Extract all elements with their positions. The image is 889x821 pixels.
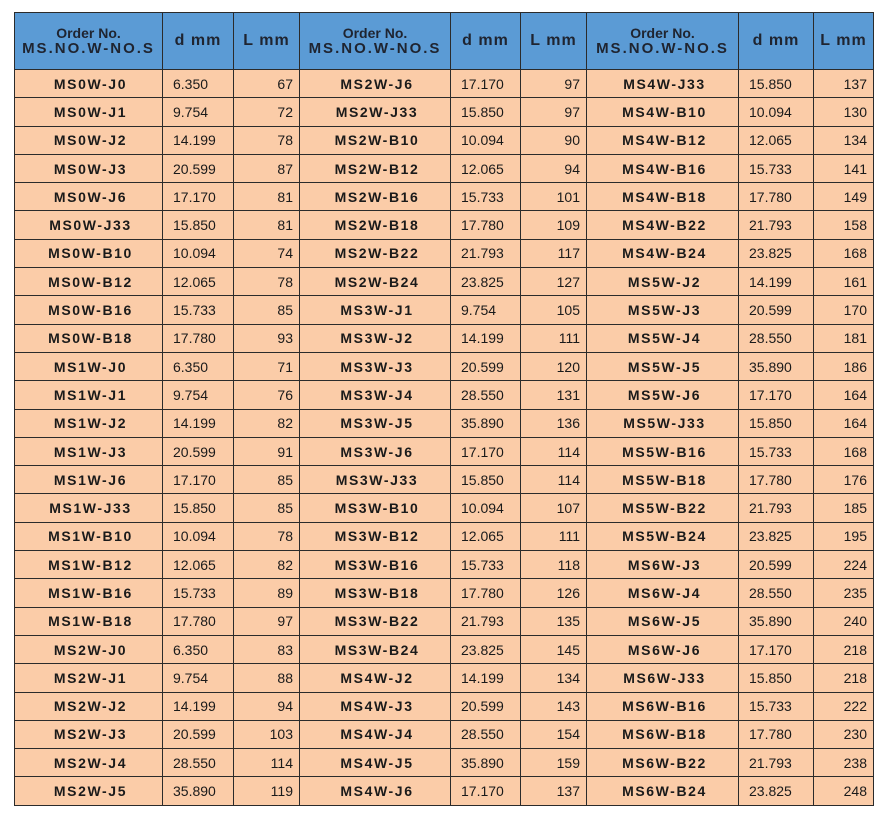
d-mm-cell: 15.850 (163, 494, 234, 522)
l-mm-cell: 89 (234, 579, 300, 607)
d-mm-cell: 14.199 (451, 664, 521, 692)
l-mm-cell: 161 (814, 268, 874, 296)
l-mm-cell: 81 (234, 211, 300, 239)
order-no-cell: MS5W-J5 (587, 352, 739, 380)
l-mm-cell: 248 (814, 777, 874, 805)
order-no-cell: MS5W-J4 (587, 324, 739, 352)
d-mm-cell: 17.780 (451, 211, 521, 239)
order-spec-table (14, 12, 874, 806)
d-mm-header: d mm (739, 13, 814, 70)
order-no-cell: MS3W-J5 (300, 409, 451, 437)
order-no-cell: MS3W-J2 (300, 324, 451, 352)
d-mm-cell: 15.850 (739, 70, 814, 98)
order-no-cell: MS6W-J4 (587, 579, 739, 607)
d-mm-cell: 12.065 (739, 126, 814, 154)
d-mm-cell: 17.780 (739, 466, 814, 494)
d-mm-cell: 28.550 (739, 324, 814, 352)
order-no-cell: MS1W-B12 (15, 551, 163, 579)
d-mm-cell: 17.170 (451, 437, 521, 465)
table-row (15, 324, 874, 352)
table-body (15, 70, 874, 806)
d-mm-cell: 10.094 (451, 494, 521, 522)
table-row (15, 268, 874, 296)
l-mm-cell: 111 (521, 522, 587, 550)
l-mm-cell: 114 (234, 749, 300, 777)
order-no-cell: MS4W-J33 (587, 70, 739, 98)
order-no-cell: MS3W-J33 (300, 466, 451, 494)
table-row (15, 70, 874, 98)
order-no-cell: MS2W-J1 (15, 664, 163, 692)
d-mm-cell: 9.754 (163, 664, 234, 692)
l-mm-cell: 168 (814, 437, 874, 465)
order-no-cell: MS3W-B12 (300, 522, 451, 550)
l-mm-cell: 136 (521, 409, 587, 437)
order-no-header (15, 13, 163, 70)
d-mm-cell: 12.065 (451, 522, 521, 550)
order-no-cell: MS6W-B24 (587, 777, 739, 805)
l-mm-cell: 74 (234, 239, 300, 267)
d-mm-cell: 23.825 (451, 268, 521, 296)
l-mm-cell: 81 (234, 183, 300, 211)
d-mm-cell: 6.350 (163, 70, 234, 98)
l-mm-cell: 78 (234, 268, 300, 296)
d-mm-cell: 9.754 (451, 296, 521, 324)
order-no-cell: MS1W-J1 (15, 381, 163, 409)
order-no-cell: MS4W-B16 (587, 154, 739, 182)
order-no-cell: MS1W-B18 (15, 607, 163, 635)
table-row (15, 352, 874, 380)
order-no-cell: MS3W-J1 (300, 296, 451, 324)
d-mm-cell: 6.350 (163, 352, 234, 380)
d-mm-cell: 20.599 (451, 692, 521, 720)
d-mm-cell: 15.850 (163, 211, 234, 239)
order-no-cell: MS4W-J4 (300, 720, 451, 748)
d-mm-cell: 35.890 (451, 749, 521, 777)
d-mm-cell: 14.199 (163, 692, 234, 720)
l-mm-cell: 82 (234, 551, 300, 579)
order-no-cell: MS2W-J4 (15, 749, 163, 777)
l-mm-cell: 85 (234, 296, 300, 324)
order-no-cell: MS2W-B24 (300, 268, 451, 296)
d-mm-cell: 23.825 (739, 239, 814, 267)
l-mm-cell: 109 (521, 211, 587, 239)
l-mm-cell: 176 (814, 466, 874, 494)
l-mm-cell: 82 (234, 409, 300, 437)
d-mm-cell: 28.550 (163, 749, 234, 777)
l-mm-cell: 119 (234, 777, 300, 805)
l-mm-cell: 114 (521, 466, 587, 494)
table-row (15, 381, 874, 409)
l-mm-cell: 111 (521, 324, 587, 352)
d-mm-cell: 21.793 (739, 211, 814, 239)
table-row (15, 607, 874, 635)
d-mm-cell: 12.065 (163, 551, 234, 579)
l-mm-cell: 117 (521, 239, 587, 267)
order-no-header-line2: MS.NO.W-NO.S (308, 40, 442, 57)
order-no-cell: MS4W-B18 (587, 183, 739, 211)
l-mm-cell: 238 (814, 749, 874, 777)
d-mm-cell: 15.850 (739, 409, 814, 437)
table-row (15, 749, 874, 777)
d-mm-cell: 20.599 (451, 352, 521, 380)
d-mm-cell: 17.170 (451, 70, 521, 98)
l-mm-cell: 130 (814, 98, 874, 126)
table-row (15, 692, 874, 720)
l-mm-cell: 141 (814, 154, 874, 182)
l-mm-cell: 76 (234, 381, 300, 409)
order-no-cell: MS5W-J6 (587, 381, 739, 409)
order-no-cell: MS0W-J33 (15, 211, 163, 239)
table-row (15, 239, 874, 267)
l-mm-cell: 72 (234, 98, 300, 126)
l-mm-cell: 101 (521, 183, 587, 211)
l-mm-cell: 94 (234, 692, 300, 720)
table-row (15, 494, 874, 522)
l-mm-cell: 126 (521, 579, 587, 607)
d-mm-cell: 28.550 (451, 381, 521, 409)
l-mm-cell: 97 (521, 98, 587, 126)
l-mm-cell: 164 (814, 409, 874, 437)
table-row (15, 126, 874, 154)
table-row (15, 635, 874, 663)
order-no-cell: MS5W-B16 (587, 437, 739, 465)
d-mm-cell: 17.170 (163, 466, 234, 494)
order-no-cell: MS4W-J3 (300, 692, 451, 720)
order-no-cell: MS0W-B10 (15, 239, 163, 267)
l-mm-cell: 145 (521, 635, 587, 663)
order-no-cell: MS1W-J2 (15, 409, 163, 437)
order-no-cell: MS4W-B12 (587, 126, 739, 154)
d-mm-cell: 10.094 (451, 126, 521, 154)
l-mm-cell: 103 (234, 720, 300, 748)
table-row (15, 437, 874, 465)
d-mm-header: d mm (451, 13, 521, 70)
order-no-header (587, 13, 739, 70)
d-mm-cell: 20.599 (739, 551, 814, 579)
l-mm-cell: 143 (521, 692, 587, 720)
d-mm-cell: 10.094 (163, 239, 234, 267)
order-no-cell: MS6W-B18 (587, 720, 739, 748)
l-mm-cell: 114 (521, 437, 587, 465)
table-row (15, 466, 874, 494)
order-no-cell: MS5W-J2 (587, 268, 739, 296)
l-mm-cell: 87 (234, 154, 300, 182)
order-no-cell: MS2W-J33 (300, 98, 451, 126)
d-mm-cell: 28.550 (451, 720, 521, 748)
d-mm-cell: 15.733 (739, 437, 814, 465)
table-row (15, 551, 874, 579)
l-mm-header: L mm (814, 13, 874, 70)
d-mm-cell: 20.599 (163, 720, 234, 748)
l-mm-cell: 85 (234, 466, 300, 494)
d-mm-cell: 17.780 (739, 720, 814, 748)
table-row (15, 720, 874, 748)
d-mm-cell: 23.825 (739, 777, 814, 805)
table-row (15, 98, 874, 126)
order-no-cell: MS1W-J6 (15, 466, 163, 494)
order-no-cell: MS6W-B16 (587, 692, 739, 720)
table-header (15, 13, 874, 70)
order-no-cell: MS0W-J0 (15, 70, 163, 98)
order-no-cell: MS1W-B10 (15, 522, 163, 550)
l-mm-cell: 159 (521, 749, 587, 777)
order-no-cell: MS0W-J3 (15, 154, 163, 182)
order-no-cell: MS0W-B12 (15, 268, 163, 296)
order-no-cell: MS0W-J2 (15, 126, 163, 154)
d-mm-cell: 20.599 (739, 296, 814, 324)
d-mm-cell: 17.780 (163, 607, 234, 635)
d-mm-cell: 15.733 (451, 183, 521, 211)
d-mm-cell: 15.733 (739, 692, 814, 720)
d-mm-cell: 21.793 (739, 749, 814, 777)
order-no-cell: MS6W-B22 (587, 749, 739, 777)
order-no-cell: MS3W-B10 (300, 494, 451, 522)
order-no-cell: MS2W-B18 (300, 211, 451, 239)
order-no-cell: MS2W-J6 (300, 70, 451, 98)
d-mm-cell: 28.550 (739, 579, 814, 607)
order-no-cell: MS5W-J33 (587, 409, 739, 437)
order-no-cell: MS4W-B10 (587, 98, 739, 126)
d-mm-cell: 35.890 (739, 352, 814, 380)
order-no-header-line2: MS.NO.W-NO.S (596, 40, 729, 57)
l-mm-cell: 230 (814, 720, 874, 748)
d-mm-cell: 9.754 (163, 98, 234, 126)
order-no-cell: MS3W-B24 (300, 635, 451, 663)
d-mm-cell: 9.754 (163, 381, 234, 409)
d-mm-cell: 35.890 (451, 409, 521, 437)
d-mm-cell: 15.733 (163, 579, 234, 607)
l-mm-cell: 78 (234, 522, 300, 550)
l-mm-cell: 135 (521, 607, 587, 635)
d-mm-cell: 35.890 (739, 607, 814, 635)
l-mm-cell: 195 (814, 522, 874, 550)
order-no-cell: MS4W-B22 (587, 211, 739, 239)
order-no-cell: MS0W-J1 (15, 98, 163, 126)
d-mm-cell: 23.825 (451, 635, 521, 663)
d-mm-cell: 17.170 (739, 381, 814, 409)
d-mm-cell: 21.793 (451, 607, 521, 635)
table-row (15, 183, 874, 211)
table-row (15, 409, 874, 437)
order-no-cell: MS5W-B18 (587, 466, 739, 494)
l-mm-cell: 91 (234, 437, 300, 465)
l-mm-cell: 185 (814, 494, 874, 522)
l-mm-cell: 107 (521, 494, 587, 522)
table-row (15, 777, 874, 805)
d-mm-cell: 17.780 (163, 324, 234, 352)
table-row (15, 522, 874, 550)
l-mm-cell: 71 (234, 352, 300, 380)
d-mm-cell: 17.170 (739, 635, 814, 663)
d-mm-cell: 10.094 (163, 522, 234, 550)
l-mm-cell: 134 (521, 664, 587, 692)
order-no-cell: MS0W-B18 (15, 324, 163, 352)
d-mm-cell: 17.780 (739, 183, 814, 211)
d-mm-cell: 21.793 (451, 239, 521, 267)
order-no-cell: MS4W-J6 (300, 777, 451, 805)
l-mm-cell: 85 (234, 494, 300, 522)
order-no-cell: MS4W-J2 (300, 664, 451, 692)
l-mm-cell: 186 (814, 352, 874, 380)
spec-table-container (14, 12, 874, 806)
order-no-cell: MS6W-J3 (587, 551, 739, 579)
l-mm-cell: 168 (814, 239, 874, 267)
order-no-cell: MS1W-J0 (15, 352, 163, 380)
order-no-cell: MS2W-J0 (15, 635, 163, 663)
order-no-cell: MS2W-B10 (300, 126, 451, 154)
order-no-cell: MS3W-B22 (300, 607, 451, 635)
order-no-cell: MS5W-J3 (587, 296, 739, 324)
l-mm-cell: 90 (521, 126, 587, 154)
l-mm-cell: 181 (814, 324, 874, 352)
order-no-cell: MS2W-B22 (300, 239, 451, 267)
order-no-cell: MS2W-B16 (300, 183, 451, 211)
l-mm-cell: 97 (521, 70, 587, 98)
l-mm-cell: 88 (234, 664, 300, 692)
d-mm-cell: 17.780 (451, 579, 521, 607)
d-mm-cell: 15.850 (451, 466, 521, 494)
l-mm-cell: 137 (521, 777, 587, 805)
l-mm-cell: 131 (521, 381, 587, 409)
order-no-header-line1: Order No. (342, 25, 408, 41)
order-no-cell: MS3W-J4 (300, 381, 451, 409)
d-mm-cell: 20.599 (163, 437, 234, 465)
d-mm-cell: 14.199 (163, 409, 234, 437)
d-mm-cell: 21.793 (739, 494, 814, 522)
order-no-cell: MS5W-B22 (587, 494, 739, 522)
table-row (15, 579, 874, 607)
l-mm-cell: 224 (814, 551, 874, 579)
l-mm-cell: 240 (814, 607, 874, 635)
order-no-header-line1: Order No. (56, 25, 121, 41)
order-no-cell: MS3W-B16 (300, 551, 451, 579)
order-no-cell: MS6W-J6 (587, 635, 739, 663)
l-mm-cell: 218 (814, 664, 874, 692)
l-mm-cell: 93 (234, 324, 300, 352)
d-mm-cell: 17.170 (451, 777, 521, 805)
l-mm-cell: 137 (814, 70, 874, 98)
order-no-cell: MS0W-J6 (15, 183, 163, 211)
l-mm-cell: 170 (814, 296, 874, 324)
l-mm-cell: 97 (234, 607, 300, 635)
table-row (15, 664, 874, 692)
l-mm-cell: 158 (814, 211, 874, 239)
d-mm-header: d mm (163, 13, 234, 70)
d-mm-cell: 12.065 (163, 268, 234, 296)
l-mm-cell: 105 (521, 296, 587, 324)
l-mm-cell: 83 (234, 635, 300, 663)
l-mm-cell: 94 (521, 154, 587, 182)
order-no-cell: MS2W-B12 (300, 154, 451, 182)
order-no-cell: MS3W-B18 (300, 579, 451, 607)
order-no-cell: MS2W-J5 (15, 777, 163, 805)
l-mm-cell: 222 (814, 692, 874, 720)
order-no-header-line1: Order No. (630, 25, 695, 41)
order-no-cell: MS0W-B16 (15, 296, 163, 324)
l-mm-cell: 127 (521, 268, 587, 296)
l-mm-header: L mm (234, 13, 300, 70)
order-no-cell: MS5W-B24 (587, 522, 739, 550)
order-no-cell: MS1W-J33 (15, 494, 163, 522)
d-mm-cell: 10.094 (739, 98, 814, 126)
l-mm-cell: 67 (234, 70, 300, 98)
d-mm-cell: 35.890 (163, 777, 234, 805)
order-no-cell: MS3W-J3 (300, 352, 451, 380)
d-mm-cell: 14.199 (163, 126, 234, 154)
d-mm-cell: 20.599 (163, 154, 234, 182)
l-mm-cell: 78 (234, 126, 300, 154)
l-mm-cell: 218 (814, 635, 874, 663)
d-mm-cell: 23.825 (739, 522, 814, 550)
l-mm-cell: 120 (521, 352, 587, 380)
d-mm-cell: 17.170 (163, 183, 234, 211)
l-mm-cell: 134 (814, 126, 874, 154)
d-mm-cell: 12.065 (451, 154, 521, 182)
d-mm-cell: 15.733 (163, 296, 234, 324)
d-mm-cell: 15.850 (451, 98, 521, 126)
d-mm-cell: 6.350 (163, 635, 234, 663)
order-no-cell: MS6W-J5 (587, 607, 739, 635)
order-no-cell: MS1W-B16 (15, 579, 163, 607)
order-no-header-line2: MS.NO.W-NO.S (22, 40, 155, 57)
order-no-cell: MS2W-J3 (15, 720, 163, 748)
l-mm-cell: 118 (521, 551, 587, 579)
table-row (15, 154, 874, 182)
order-no-cell: MS6W-J33 (587, 664, 739, 692)
d-mm-cell: 15.733 (739, 154, 814, 182)
d-mm-cell: 15.850 (739, 664, 814, 692)
header-row (15, 13, 874, 70)
d-mm-cell: 14.199 (739, 268, 814, 296)
table-row (15, 211, 874, 239)
l-mm-cell: 149 (814, 183, 874, 211)
d-mm-cell: 15.733 (451, 551, 521, 579)
order-no-header (300, 13, 451, 70)
l-mm-cell: 235 (814, 579, 874, 607)
order-no-cell: MS4W-J5 (300, 749, 451, 777)
order-no-cell: MS3W-J6 (300, 437, 451, 465)
order-no-cell: MS4W-B24 (587, 239, 739, 267)
order-no-cell: MS1W-J3 (15, 437, 163, 465)
table-row (15, 296, 874, 324)
d-mm-cell: 14.199 (451, 324, 521, 352)
order-no-cell: MS2W-J2 (15, 692, 163, 720)
l-mm-cell: 154 (521, 720, 587, 748)
l-mm-cell: 164 (814, 381, 874, 409)
l-mm-header: L mm (521, 13, 587, 70)
